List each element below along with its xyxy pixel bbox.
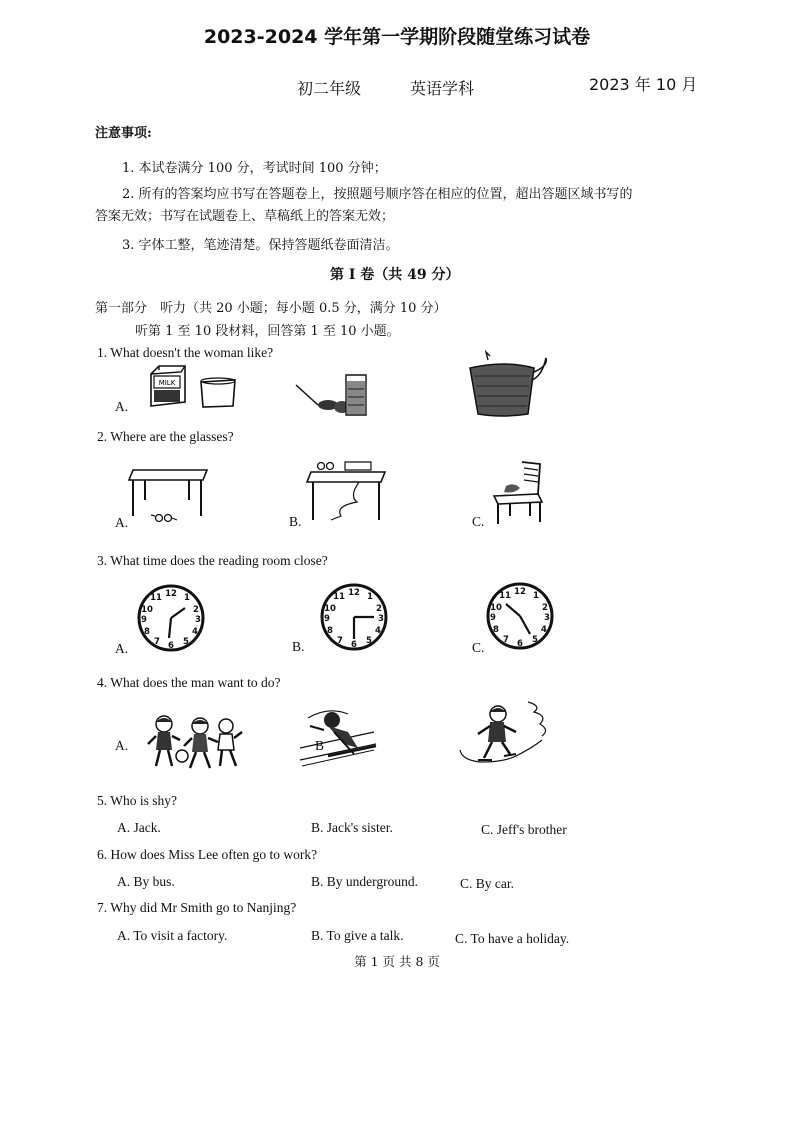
q3-option-c-label: C. — [472, 640, 485, 655]
q2-option-b-label: B. — [289, 514, 302, 529]
svg-text:1: 1 — [367, 592, 373, 602]
q2-option-a-label: A. — [115, 515, 129, 530]
svg-text:8: 8 — [144, 627, 150, 637]
svg-text:12: 12 — [514, 587, 526, 597]
question-2: 2. Where are the glasses? — [97, 429, 234, 444]
svg-text:7: 7 — [503, 635, 509, 645]
svg-text:9: 9 — [490, 613, 496, 623]
svg-text:6: 6 — [351, 640, 357, 650]
svg-text:10: 10 — [141, 605, 153, 615]
svg-text:2: 2 — [542, 603, 548, 613]
q7-option-a: A. To visit a factory. — [117, 928, 228, 943]
svg-text:9: 9 — [141, 615, 147, 625]
svg-text:8: 8 — [327, 626, 333, 636]
glass-and-food-picture — [292, 367, 372, 417]
notes-heading: 注意事项: — [95, 126, 152, 141]
question-1: 1. What doesn't the woman like? — [97, 345, 274, 360]
clock-b-picture — [318, 581, 390, 653]
subject-label: 英语学科 — [410, 79, 475, 98]
svg-text:2: 2 — [376, 604, 382, 614]
question-6: 6. How does Miss Lee often go to work? — [97, 847, 318, 862]
clock-a-picture — [135, 582, 207, 654]
q5-option-a: A. Jack. — [117, 820, 161, 835]
q1-option-a-label: A. — [115, 399, 129, 414]
svg-text:3: 3 — [544, 613, 550, 623]
note-item-2-line-1: 2. 所有的答案均应书写在答题卷上，按照题号顺序答在相应的位置，超出答题区域书写的 — [122, 187, 633, 202]
svg-text:10: 10 — [490, 603, 502, 613]
svg-text:5: 5 — [366, 636, 372, 646]
svg-text:4: 4 — [375, 626, 381, 636]
skiing-picture — [298, 704, 378, 768]
part-1-heading: 第一部分 听力（共 20 小题；每小题 0.5 分，满分 10 分） — [95, 301, 447, 316]
svg-text:9: 9 — [324, 614, 330, 624]
note-item-1: 1. 本试卷满分 100 分，考试时间 100 分钟； — [122, 161, 387, 176]
table-with-glasses-on-top-picture — [305, 462, 395, 526]
children-playing-football-picture — [148, 712, 243, 774]
milk-label: MILK — [158, 379, 176, 387]
q3-option-a-label: A. — [115, 641, 129, 656]
note-item-2-line-2: 答案无效；书写在试题卷上、草稿纸上的答案无效； — [95, 209, 395, 224]
q5-option-b: B. Jack's sister. — [311, 820, 393, 835]
svg-text:1: 1 — [184, 593, 190, 603]
chair-picture — [490, 460, 550, 526]
question-4: 4. What does the man want to do? — [97, 675, 281, 690]
svg-text:10: 10 — [324, 604, 336, 614]
q2-option-c-label: C. — [472, 514, 485, 529]
q6-option-a: A. By bus. — [117, 874, 175, 889]
q5-option-c: C. Jeff's brother — [481, 822, 567, 837]
q3-option-b-label: B. — [292, 639, 305, 654]
svg-text:7: 7 — [337, 636, 343, 646]
q7-option-c: C. To have a holiday. — [455, 931, 570, 946]
svg-text:4: 4 — [192, 627, 198, 637]
q6-option-b: B. By underground. — [311, 874, 418, 889]
grade-label: 初二年级 — [297, 79, 362, 98]
svg-text:4: 4 — [541, 625, 547, 635]
svg-text:12: 12 — [165, 589, 177, 599]
svg-text:5: 5 — [183, 637, 189, 647]
q7-option-b: B. To give a talk. — [311, 928, 404, 943]
svg-text:11: 11 — [333, 592, 345, 602]
question-3: 3. What time does the reading room close? — [97, 553, 328, 568]
svg-text:8: 8 — [493, 625, 499, 635]
exam-title: 2023-2024 学年第一学期阶段随堂练习试卷 — [203, 26, 591, 48]
svg-text:3: 3 — [195, 615, 201, 625]
page-number: 第 1 页 共 8 页 — [354, 954, 440, 969]
svg-text:1: 1 — [533, 591, 539, 601]
bucket-picture — [466, 352, 556, 418]
svg-text:12: 12 — [348, 588, 360, 598]
table-with-glasses-under-picture — [125, 466, 215, 526]
milk-and-cup-picture — [145, 362, 240, 412]
skating-picture — [458, 700, 550, 768]
exam-date: 2023 年 10 月 — [589, 75, 698, 94]
svg-text:7: 7 — [154, 637, 160, 647]
q6-option-c: C. By car. — [460, 876, 514, 891]
svg-text:6: 6 — [517, 639, 523, 649]
q4-option-b-label: B — [315, 738, 325, 753]
volume-title: 第 I 卷（共 49 分） — [330, 267, 460, 283]
svg-text:11: 11 — [499, 591, 511, 601]
question-5: 5. Who is shy? — [97, 793, 177, 808]
clock-c-picture — [484, 580, 556, 652]
svg-text:2: 2 — [193, 605, 199, 615]
note-item-3: 3. 字体工整，笔迹清楚。保持答题纸卷面清洁。 — [122, 238, 399, 253]
listening-instruction: 听第 1 至 10 段材料，回答第 1 至 10 小题。 — [135, 324, 400, 339]
q4-option-a-label: A. — [115, 738, 129, 753]
svg-text:5: 5 — [532, 635, 538, 645]
question-7: 7. Why did Mr Smith go to Nanjing? — [97, 900, 297, 915]
svg-text:11: 11 — [150, 593, 162, 603]
svg-text:3: 3 — [378, 614, 384, 624]
svg-text:6: 6 — [168, 641, 174, 651]
